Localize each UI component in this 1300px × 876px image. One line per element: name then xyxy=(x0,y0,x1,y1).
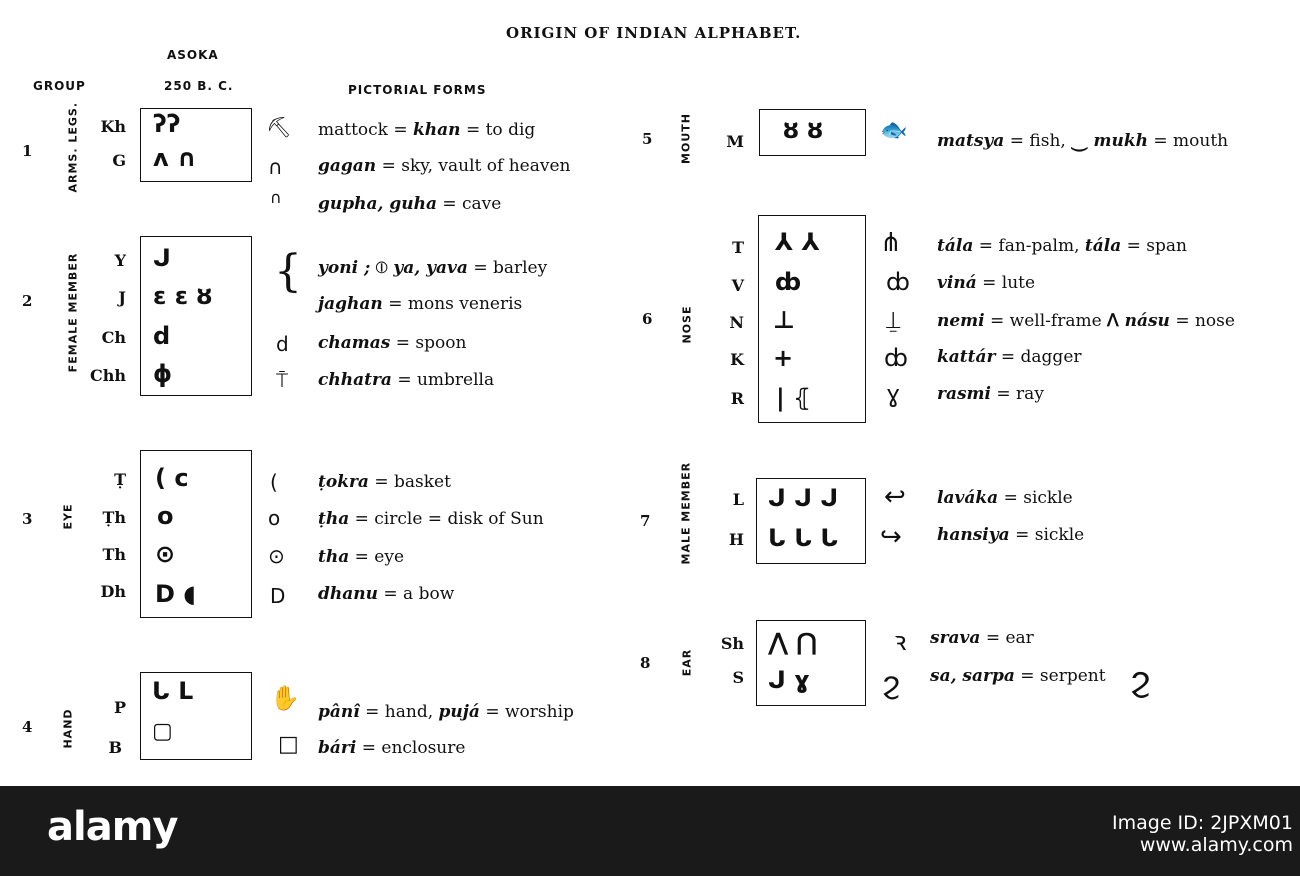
mattock-icon: ⛏ xyxy=(266,115,292,139)
group-number: 1 xyxy=(22,142,33,160)
letter: V xyxy=(731,276,744,295)
asoka-glyph: ▢ xyxy=(152,719,173,744)
header-pictorial-forms: PICTORIAL FORMS xyxy=(348,83,487,97)
asoka-glyph: ⅄ ⅄ xyxy=(775,228,820,256)
pictorial-description: hansiya = sickle xyxy=(937,525,1085,545)
letter: Ṭh xyxy=(102,508,126,527)
spoon-icon: d xyxy=(276,332,289,356)
enclosure-icon: □ xyxy=(278,732,299,757)
pictorial-description: chhatra = umbrella xyxy=(318,370,495,390)
asoka-glyph: ᒐ ᒐ ᒐ xyxy=(768,524,839,552)
sickle-icon: ↩ xyxy=(884,482,906,512)
pictorial-description: yoni ; ⦶ ya, yava = barley xyxy=(318,258,548,278)
image-id xyxy=(1112,812,1293,856)
pictorial-description: tála = fan-palm, tála = span xyxy=(937,236,1187,256)
group-name: EYE xyxy=(61,503,75,530)
group-name: MALE MEMBER xyxy=(679,461,693,565)
letter: G xyxy=(112,151,126,170)
group-number: 8 xyxy=(640,654,651,672)
pictorial-description: chamas = spoon xyxy=(318,333,467,353)
asoka-glyph: o xyxy=(157,502,174,530)
circle-icon: o xyxy=(268,506,281,530)
letter: S xyxy=(732,668,744,687)
letter: Ṭ xyxy=(114,470,126,489)
asoka-glyph: ( c xyxy=(155,464,189,492)
serpent-coil-icon: ϩ xyxy=(1130,660,1151,700)
letter: B xyxy=(108,738,122,757)
pictorial-description: rasmi = ray xyxy=(937,384,1044,404)
group-name: MOUTH xyxy=(679,113,693,164)
eye-icon: ⊙ xyxy=(268,544,285,568)
pictorial-description: pânî = hand, pujá = worship xyxy=(318,702,574,722)
pictorial-description: gagan = sky, vault of heaven xyxy=(318,156,571,176)
asoka-glyph: ᒍ xyxy=(153,244,171,272)
group-number: 2 xyxy=(22,292,33,310)
asoka-glyph: ɸ xyxy=(153,360,173,388)
group-name: EAR xyxy=(680,648,694,677)
letter: Chh xyxy=(90,366,126,385)
dagger-icon: ȸ xyxy=(884,344,908,372)
asoka-glyph: ɛ ɛ ȣ xyxy=(153,282,213,310)
letter: M xyxy=(726,132,744,151)
asoka-glyph: ᒍ ɣ xyxy=(768,666,810,694)
pictorial-description: jaghan = mons veneris xyxy=(318,294,523,314)
hand-icon: ✋ xyxy=(270,684,300,712)
serpent-icon: ϩ xyxy=(882,666,901,701)
letter: Y xyxy=(114,251,126,270)
asoka-glyph: ⊙ xyxy=(155,540,176,568)
group-name: HAND xyxy=(61,708,75,749)
letter: P xyxy=(113,698,126,717)
image-id-text: Image ID: 2JPXM01 xyxy=(1112,812,1293,834)
bow-icon: D xyxy=(270,584,286,608)
pictorial-description: mattock = khan = to dig xyxy=(318,120,536,140)
pictorial-description: nemi = well-frame ᐱ násu = nose xyxy=(937,311,1235,331)
group-name: ARMS. LEGS. xyxy=(66,101,80,193)
letter: Sh xyxy=(720,634,744,653)
asoka-glyph: ᒐ ᒪ xyxy=(152,677,194,705)
fan-palm-icon: ⋔ xyxy=(880,228,902,258)
brace-icon: { xyxy=(274,246,302,297)
letter: Ch xyxy=(101,328,126,347)
letter: L xyxy=(732,490,744,509)
pictorial-description: matsya = fish, ⏝ mukh = mouth xyxy=(937,131,1229,151)
letter: Kh xyxy=(100,117,126,136)
group-number: 5 xyxy=(642,130,653,148)
fish-icon: 🐟 xyxy=(880,118,908,143)
header-asoka: ASOKA xyxy=(167,48,219,62)
asoka-glyph: ⋀ ⋂ xyxy=(768,628,817,656)
pictorial-description: sa, sarpa = serpent xyxy=(930,666,1106,686)
footer-banner xyxy=(0,786,1300,876)
sky-arch-icon: ∩ xyxy=(268,155,283,179)
asoka-glyph: D ◖ xyxy=(155,580,196,608)
header-group: GROUP xyxy=(33,79,86,93)
sickle-icon: ↪ xyxy=(880,522,902,552)
header-date: 250 B. C. xyxy=(164,79,234,93)
asoka-glyph: ᒍ ᒍ ᒍ xyxy=(768,484,839,512)
group-name: NOSE xyxy=(680,305,694,344)
asoka-glyph: ʌ ∩ xyxy=(153,144,197,172)
pictorial-description: gupha, guha = cave xyxy=(318,194,502,214)
letter: H xyxy=(728,530,744,549)
site-url: www.alamy.com xyxy=(1139,834,1293,856)
letter: N xyxy=(729,313,744,332)
pictorial-description: ṭha = circle = disk of Sun xyxy=(318,509,544,529)
pictorial-description: ṭokra = basket xyxy=(318,472,451,492)
asoka-glyph: ⊥ xyxy=(773,306,795,334)
pictorial-description: kattár = dagger xyxy=(937,347,1082,367)
alamy-logo: alamy xyxy=(47,804,178,850)
group-number: 7 xyxy=(640,512,651,530)
letter: J xyxy=(118,288,126,307)
umbrella-icon: ⍑ xyxy=(276,368,288,392)
mouth-icon: ⏝ xyxy=(1071,131,1094,151)
group-number: 6 xyxy=(642,310,653,328)
page-title: ORIGIN OF INDIAN ALPHABET. xyxy=(506,24,802,42)
pictorial-description: viná = lute xyxy=(937,273,1036,293)
letter: Th xyxy=(102,545,126,564)
asoka-glyph: ʔʔ xyxy=(153,110,181,138)
group-number: 3 xyxy=(22,510,33,528)
asoka-glyph: + xyxy=(773,344,794,372)
letter: T xyxy=(732,238,744,257)
letter: Dh xyxy=(100,582,126,601)
letter: K xyxy=(730,350,744,369)
asoka-glyph: ȣ ȣ xyxy=(783,116,823,144)
asoka-glyph: d xyxy=(153,322,171,350)
pictorial-description: laváka = sickle xyxy=(937,488,1073,508)
nose-icon: ᐱ xyxy=(1107,311,1125,331)
asoka-glyph: ȸ xyxy=(775,268,802,296)
well-frame-icon: ⍊ xyxy=(886,306,901,334)
asoka-glyph: | ⦃ xyxy=(776,384,812,412)
group-number: 4 xyxy=(22,718,33,736)
lute-icon: ȸ xyxy=(886,268,910,296)
pictorial-description: tha = eye xyxy=(318,547,405,567)
cave-icon: ∩ xyxy=(270,188,282,207)
ray-icon: ɣ xyxy=(886,380,901,408)
letter: R xyxy=(730,389,744,408)
pictorial-description: bári = enclosure xyxy=(318,738,466,758)
pictorial-description: dhanu = a bow xyxy=(318,584,455,604)
group-name: FEMALE MEMBER xyxy=(66,252,80,373)
pictorial-description: srava = ear xyxy=(930,628,1034,648)
ear-icon: ꝛ xyxy=(894,627,907,657)
basket-icon: ( xyxy=(270,470,278,494)
